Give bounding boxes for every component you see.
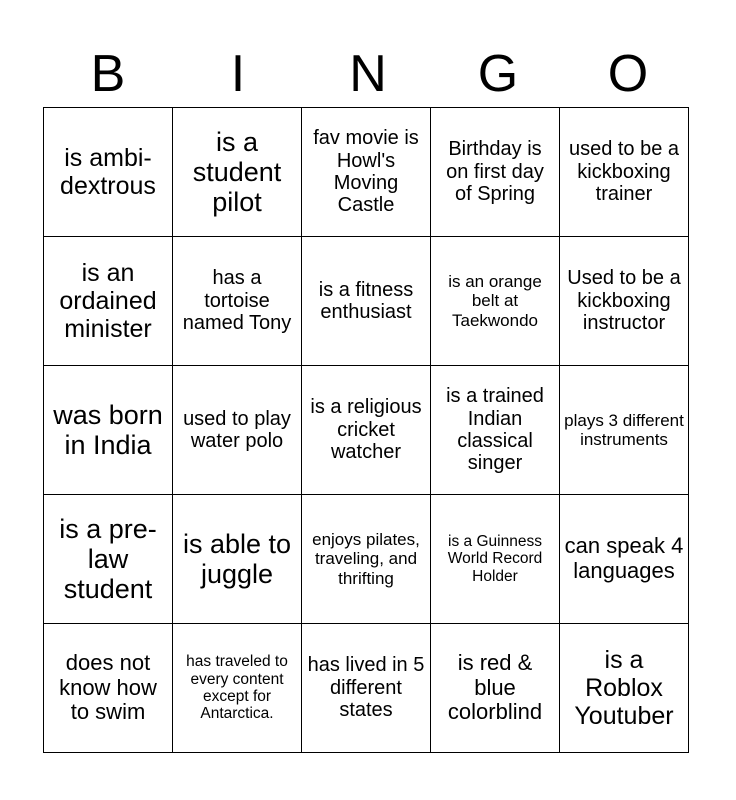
cell-text: fav movie is Howl's Moving Castle xyxy=(313,127,419,217)
cell-text: is ambi-dextrous xyxy=(60,144,156,200)
bingo-cell[interactable] xyxy=(44,495,173,624)
grid-row xyxy=(44,495,689,624)
cell-text: has lived in 5 different states xyxy=(307,654,425,722)
bingo-header xyxy=(43,40,693,108)
cell-text: was born in India xyxy=(53,399,163,460)
cell-text: is an orange belt at Taekwondo xyxy=(448,272,542,330)
bingo-cell[interactable] xyxy=(173,624,302,753)
cell-text: does not know how to swim xyxy=(59,650,157,725)
header-letter-b: B xyxy=(90,45,126,103)
bingo-grid xyxy=(43,107,689,753)
bingo-cell[interactable] xyxy=(431,237,560,366)
bingo-cell[interactable] xyxy=(173,237,302,366)
cell-text: is a Roblox Youtuber xyxy=(574,646,674,730)
cell-text: is red & blue colorblind xyxy=(447,650,543,725)
bingo-cell[interactable] xyxy=(431,624,560,753)
cell-text: is able to juggle xyxy=(182,528,292,589)
bingo-cell[interactable] xyxy=(173,108,302,237)
header-letter-i: I xyxy=(230,45,246,103)
bingo-cell[interactable] xyxy=(560,495,689,624)
cell-text: used to be a kickboxing trainer xyxy=(568,138,680,206)
grid-row xyxy=(44,366,689,495)
cell-text: is a student pilot xyxy=(192,126,282,218)
cell-text: is a religious cricket watcher xyxy=(310,396,422,464)
cell-text: Used to be a kickboxing instructor xyxy=(567,267,681,335)
header-letter-n: N xyxy=(349,45,387,103)
bingo-cell[interactable] xyxy=(44,624,173,753)
cell-text: can speak 4 languages xyxy=(564,533,684,583)
grid-row xyxy=(44,237,689,366)
bingo-cell[interactable] xyxy=(173,366,302,495)
cell-text: is an ordained minister xyxy=(59,259,157,343)
bingo-cell[interactable] xyxy=(44,237,173,366)
bingo-cell[interactable] xyxy=(302,237,431,366)
bingo-cell[interactable] xyxy=(302,366,431,495)
bingo-cell[interactable] xyxy=(560,366,689,495)
bingo-cell[interactable] xyxy=(44,108,173,237)
cell-text: is a pre-law student xyxy=(59,513,157,605)
cell-text: is a Guinness World Record Holder xyxy=(447,532,543,585)
bingo-cell[interactable] xyxy=(560,237,689,366)
bingo-cell[interactable] xyxy=(431,495,560,624)
cell-text: enjoys pilates, traveling, and thrifting xyxy=(312,530,420,588)
bingo-cell[interactable] xyxy=(560,108,689,237)
bingo-cell[interactable] xyxy=(173,495,302,624)
bingo-cell[interactable] xyxy=(44,366,173,495)
cell-text: has a tortoise named Tony xyxy=(182,267,292,335)
header-letter-o: O xyxy=(607,45,649,103)
cell-text: used to play water polo xyxy=(183,407,291,452)
bingo-cell[interactable] xyxy=(560,624,689,753)
cell-text: plays 3 different instruments xyxy=(564,410,684,449)
grid-row xyxy=(44,108,689,237)
bingo-cell[interactable] xyxy=(302,495,431,624)
bingo-cell[interactable] xyxy=(431,108,560,237)
bingo-cell[interactable] xyxy=(431,366,560,495)
header-letter-g: G xyxy=(477,45,519,103)
cell-text: has traveled to every content except for Antarctica. xyxy=(186,653,288,723)
cell-text: is a trained Indian classical singer xyxy=(446,385,544,475)
bingo-cell[interactable] xyxy=(302,624,431,753)
bingo-cell[interactable] xyxy=(302,108,431,237)
grid-row xyxy=(44,624,689,753)
cell-text: Birthday is on first day of Spring xyxy=(446,138,544,206)
cell-text: is a fitness enthusiast xyxy=(318,278,414,323)
